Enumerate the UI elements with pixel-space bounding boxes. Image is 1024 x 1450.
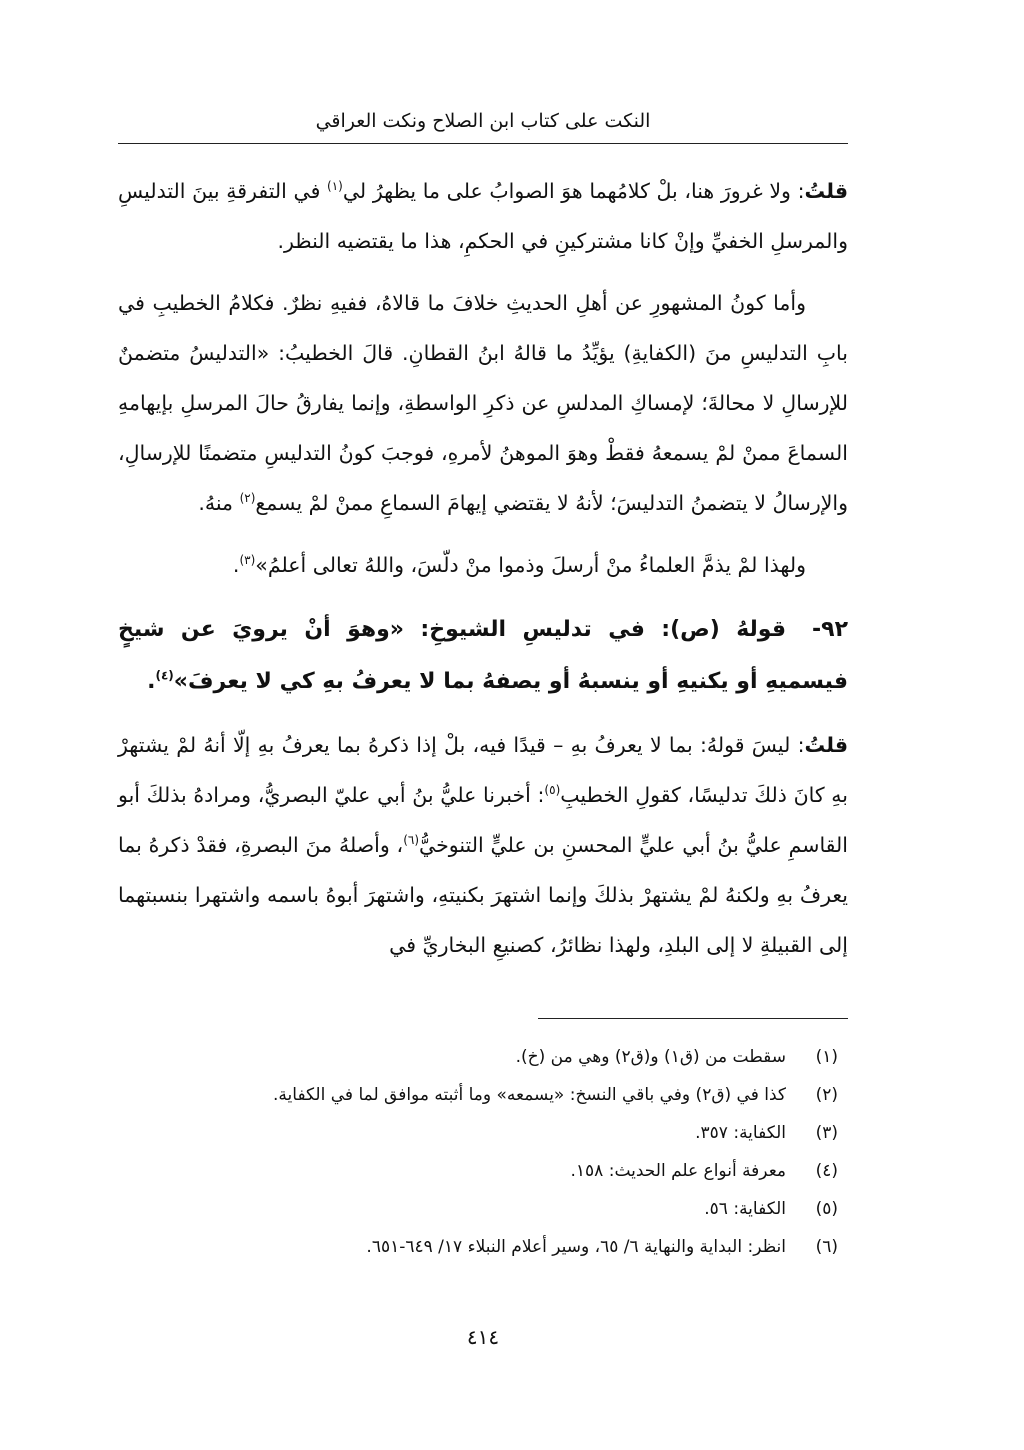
footnote-item	[118, 1152, 848, 1190]
footnote-item	[118, 1190, 848, 1228]
paragraph-2	[118, 278, 848, 528]
footnote-text: الكفاية: ٣٥٧.	[695, 1123, 786, 1143]
footnote-text: انظر: البداية والنهاية ٦/ ٦٥، وسير أعلام النبلاء ١٧/ ٦٤٩-٦٥١.	[366, 1237, 786, 1257]
header-rule	[118, 143, 848, 144]
paragraph-text: : أخبرنا عليُّ بنُ أبي عليّ البصريُّ، ومرادهُ بذلكَ أبو القاسمِ عليُّ بنُ أبي عليٍّ المحسنِ بن عليٍّ التنوخيُّ	[118, 783, 848, 857]
main-text	[118, 166, 848, 970]
footnote-ref-2[interactable]: (٢)	[239, 491, 256, 506]
paragraph-text: وأما كونُ المشهورِ عن أهلِ الحديثِ خلافَ ما قالاهُ، ففيهِ نظرٌ. فكلامُ الخطيبِ في بابِ التدليسِ منَ (الكفايةِ) يؤيِّدُ ما قالهُ ابنُ القطانِ. قالَ الخطيبُ: «التدليسُ متضمنٌ للإرسالِ لا محالةَ؛ لإمساكِ المدلسِ عن ذكرِ الواسطةِ، وإنما يفارقُ حالَ المرسلِ بإيهامهِ السماعَ ممنْ لمْ يسمعهُ فقطْ وهوَ الموهنُ لأمرهِ، فوجبَ كونُ التدليسِ متضمنًا للإرسالِ، والإرسالُ لا يتضمنُ التدليسَ؛ لأنهُ لا يقتضي إيهامَ السماعِ ممنْ لمْ يسمع	[118, 291, 848, 515]
footnote-ref-1[interactable]: (١)	[327, 179, 343, 194]
footnote-item	[118, 1114, 848, 1152]
page-number: ٤١٤	[466, 1325, 500, 1349]
paragraph-1	[118, 166, 848, 266]
section-heading	[118, 604, 848, 708]
footnote-text: الكفاية: ٥٦.	[704, 1199, 786, 1219]
footnote-number: (٢)	[815, 1085, 838, 1105]
paragraph-text: : ليسَ قولهُ: بما لا يعرفُ بهِ – قيدًا فيه، بلْ إذا ذكرهُ بما يعرفُ بهِ إلّا أنهُ لمْ يشتهرْ بهِ كانَ ذلكَ تدليسًا، كقولِ الخطيبِ	[118, 733, 848, 807]
running-header: النكت على كتاب ابن الصلاح ونكت العراقي	[315, 110, 651, 132]
paragraph-lead: قلتُ	[804, 179, 848, 203]
footnote-rule	[538, 1018, 848, 1019]
paragraph-text: في التفرقةِ بينَ التدليسِ والمرسلِ الخفيِّ وإنْ كانا مشتركينِ في الحكمِ، هذا ما يقتضيه النظر.	[118, 179, 848, 253]
footnote-item	[118, 1038, 848, 1076]
paragraph-text: ولهذا لمْ يذمَّ العلماءُ منْ أرسلَ وذموا منْ دلّسَ، واللهُ تعالى أعلمُ»	[255, 553, 806, 577]
footnotes	[118, 1038, 848, 1266]
footnote-ref-3[interactable]: (٣)	[239, 553, 256, 568]
paragraph-4	[118, 720, 848, 970]
paragraph-text: منهُ.	[198, 491, 240, 515]
paragraph-3	[118, 540, 848, 590]
footnote-item	[118, 1228, 848, 1266]
book-page	[118, 0, 848, 1450]
footnote-number: (٤)	[815, 1161, 838, 1181]
footnote-text: كذا في (ق٢) وفي باقي النسخ: «يسمعه» وما أثبته موافق لما في الكفاية.	[273, 1085, 786, 1105]
section-number: ٩٢-	[812, 617, 848, 642]
footnote-number: (١)	[815, 1047, 838, 1067]
section-heading-text: قولهُ (ص): في تدليسِ الشيوخِ: «وهوَ أنْ يرويَ عن شيخٍ فيسميهِ أو يكنيهِ أو ينسبهُ أو يصفهُ بما لا يعرفُ بهِ كي لا يعرفَ»	[118, 617, 848, 694]
footnote-ref-6[interactable]: (٦)	[403, 833, 420, 848]
footnote-ref-5[interactable]: (٥)	[544, 783, 561, 798]
footnote-text: سقطت من (ق١) و(ق٢) وهي من (خ).	[515, 1047, 786, 1067]
paragraph-text: .	[232, 553, 240, 577]
footnote-number: (٣)	[815, 1123, 838, 1143]
paragraph-text: : ولا غرورَ هنا، بلْ كلامُهما هوَ الصوابُ على ما يظهرُ لي	[342, 179, 805, 203]
paragraph-lead: قلتُ	[804, 733, 848, 757]
footnote-item	[118, 1076, 848, 1114]
footnote-ref-4[interactable]: (٤)	[155, 668, 174, 683]
footnote-number: (٦)	[815, 1237, 838, 1257]
footnote-number: (٥)	[815, 1199, 838, 1219]
paragraph-text: ، وأصلهُ منَ البصرةِ، فقدْ ذكرهُ بما يعرفُ بهِ ولكنهُ لمْ يشتهرْ بذلكَ وإنما اشتهرَ بكنيتهِ، واشتهرَ أبوهُ باسمه واشتهرا بنسبتهما إلى القبيلةِ لا إلى البلدِ، ولهذا نظائرُ، كصنيعِ البخاريِّ في	[118, 833, 848, 957]
section-heading-text: .	[147, 669, 156, 694]
footnote-text: معرفة أنواع علم الحديث: ١٥٨.	[570, 1161, 786, 1181]
